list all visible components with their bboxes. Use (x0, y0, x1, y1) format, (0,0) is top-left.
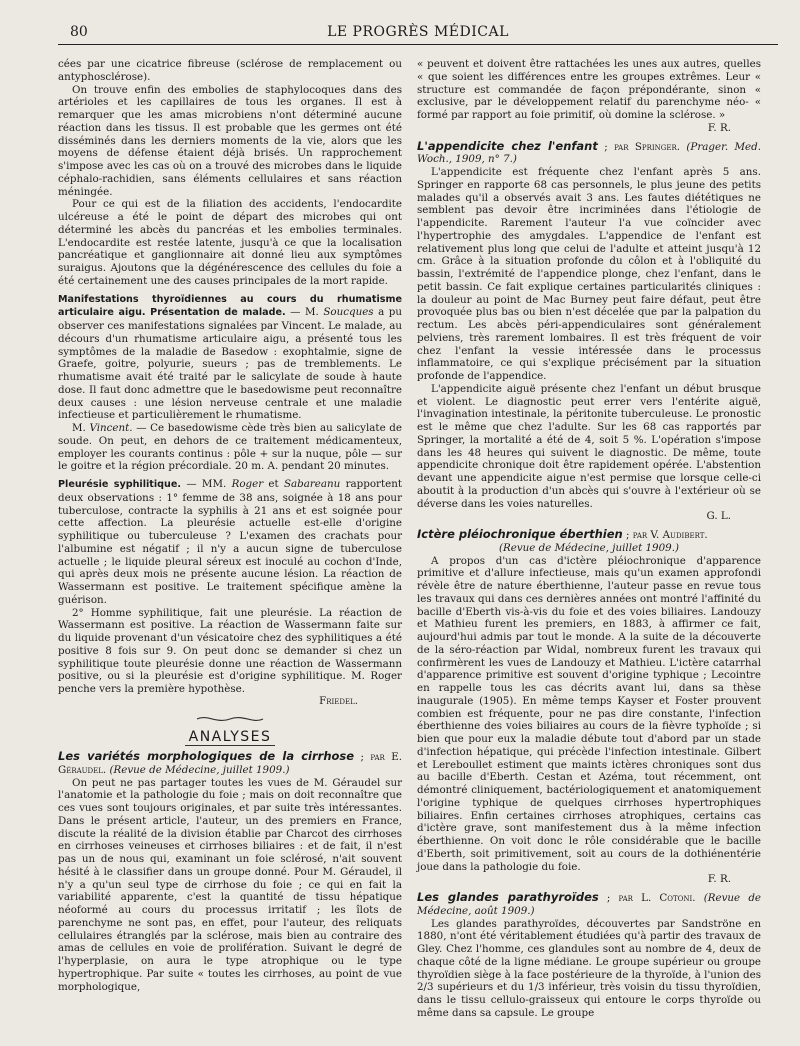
article-author: ; par E. Géraudel. (58, 751, 402, 776)
paragraph: cées par une cicatrice fibreuse (sclérose de remplacement ou antyphosclérose). (58, 58, 402, 83)
quote-continuation: « peuvent et doivent être rattachées les unes aux autres, quelles « que soient les différences entre les groupes extrêmes. Leur « structure est commandée de façon prépondérante, sinon « exclusive, par le développement relatif du parenchyme néo- « formé par rapport au foie primitif, où domine la sclérose. » (417, 58, 761, 121)
section-title: Pleurésie syphilitique. (58, 479, 182, 490)
article-appendicitis-header (417, 140, 761, 167)
section-text: a pu observer ces manifestations signalées par Vincent. Le malade, au décours d'un rhumatisme articulaire aigu, a présenté tous les symptômes de la maladie de Basedow : exophtalmie, signe de Graefe, goitre, polyurie, sueurs ; pas de tremblements. Le rhumatisme avait été traité par le salicylate de soude à haute dose. Il faut donc admettre que le basedowisme peut reconnaître deux causes : une lésion nerveuse centrale et une maladie infectieuse et particulièrement le rhumatisme. (58, 306, 403, 422)
article-title: Ictère pléiochronique éberthien (417, 527, 623, 541)
article-text: A propos d'un cas d'ictère pléiochronique d'apparence primitive et d'allure infectieuse, mais qu'un examen approfondi révèle être de nature éberthienne, l'auteur passe en revue tous les travaux qui dans ces dernières années ont montré l'affinité du bacille d'Eberth vis-à-vis du foie et des voies biliaires. Landouzy et Mathieu furent les premiers, en 1883, à affirmer ce fait, aujourd'hui admis par tout le monde. A la suite de la découverte de la séro-réaction par Widal, nombreux furent les travaux qui confirmèrent les vues de Landouzy et Mathieu. L'ictère catarrhal d'apparence primitive est souvent d'origine typhique ; Lecointre en rappelle tous les cas décrits avant lui, dans sa thèse inaugurale (1905). En même temps Kayser et Foster prouvent combien est fréquente, pour ne pas dire constante, l'infection éberthienne des voies biliaires au cours de la fièvre typhoïde ; si bien que pour eux la maladie débute tout d'abord par un stade d'infection hépatique, qui précède l'infection intestinale. Gilbert et Lereboullet estiment que maints ictères chroniques sont dus au bacille d'Eberth. Cestan et Azéma, tout récemment, ont démontré cliniquement, bactériologiquement et anatomiquement l'origine typhique de quelques cirrhoses hypertrophiques biliaires. Enfin certaines cirrhoses atrophiques, certains cas d'ictère grave, sont manifestement dus à la même infection éberthienne. On voit donc le rôle considérable que le bacille d'Eberth, soit primitivement, soit au cours de la dothiénentérie joue dans la pathologie du foie. (417, 554, 761, 873)
ornament-divider-icon (58, 714, 402, 728)
running-title: LE PROGRÈS MÉDICAL (327, 24, 509, 40)
lead: M. (72, 422, 86, 434)
paragraph: Pour ce qui est de la filiation des accidents, l'endocardite ulcéreuse a été le point de départ des microbes qui ont déterminé les abcès du pancréas et les embolies terminales. L'endocardite est restée latente, jusqu'à ce que la localisation pancréatique et ganglionnaire ait donné lieu aux symptômes suraigus. Ajoutons que la dégénérescence des cellules du foie a été certainement une des causes principales de la mort rapide. (58, 198, 402, 287)
paragraph: On trouve enfin des embolies de staphylocoques dans des artérioles et les capillaires de tous les organes. Il est à remarquer que les amas microbiens n'ont déterminé aucune réaction dans les tissus. Il est probable que les germes ont été disséminés dans les derniers moments de la vie, alors que les moyens de défense étaient déjà brisés. Un rapprochement s'impose avec les cas où on a trouvé des microbes dans le liquide céphalo-rachidien, sans éléments cellulaires et sans réaction méningée. (58, 83, 402, 198)
article-text: Les glandes parathyroïdes, découvertes par Sandströne en 1880, n'ont été véritablement étudiées qu'à partir des travaux de Gley. Chez l'homme, ces glandules sont au nombre de 4, deux de chaque côté de la ligne médiane. Le groupe supérieur ou groupe thyroïdien siège à la face postérieure de la thyroïde, à l'union des 2/3 supérieurs et du 1/3 inférieur, très voisin du tissu thyroïdien, dans le tissu cellulo-graisseux qui entoure le corps thyroïde ou même dans sa capsule. Le groupe (417, 917, 761, 1019)
author-name: Roger (231, 478, 264, 490)
section-pleurisy (58, 478, 402, 607)
paragraph: 2° Homme syphilitique, fait une pleurésie. La réaction de Wassermann est positive. La réaction de Wassermann faite sur du liquide provenant d'un vésicatoire chez des syphilitiques a été positive 8 fois sur 9. On peut donc se demander si chez un syphilitique toute pleurésie donne une réaction de Wassermann positive, ou si la pleurésie est d'origine syphilitique. M. Roger penche vers la première hypothèse. (58, 606, 402, 695)
article-title: Les glandes parathyroïdes (417, 890, 599, 904)
author-name: Vincent. (89, 422, 133, 434)
article-parathyroid-header (417, 891, 761, 918)
author-name: Sabareanu (283, 478, 341, 490)
article-cirrhosis-header (58, 750, 402, 777)
section-thyroid (58, 293, 402, 423)
article-title: Les variétés morphologiques de la cirrhose (58, 749, 355, 763)
article-source: (Revue de Médecine, juillet 1909.) (499, 541, 679, 554)
article-source: (Revue de Médecine, juillet 1909.) (109, 763, 290, 776)
conjunction: et (268, 478, 279, 490)
article-title: L'appendicite chez l'enfant (417, 138, 598, 153)
section-text: — Ce basedowisme cède très bien au salicylate de soude. On peut, en dehors de ce traitement médicamenteux, employer les courants continus : pôle + sur la nuque, pôle — sur le goitre et la région précordiale. 20 m. A. pendant 20 minutes. (58, 422, 402, 473)
article-author: ; par V. Audibert. (626, 529, 708, 541)
article-icterus-header (417, 528, 761, 542)
section-text: rapportent deux observations : 1° femme de 38 ans, soignée à 18 ans pour tuberculose, contracte la syphilis à 21 ans et est soignée pour cette affection. La pleurésie actuelle est-elle d'origine syphilitique ou tuberculeuse ? L'examen des crachats pour l'albumine est négatif ; il n'y a aucun signe de tuberculose actuelle ; le liquide pleural séreux est inoculé au cochon d'Inde, qui après deux mois ne présente aucune lésion. La réaction de Wassermann est positive. Le traitement spécifique amène la guérison. (58, 478, 402, 606)
article-text: On peut ne pas partager toutes les vues de M. Géraudel sur l'anatomie et la pathologie du foie ; mais on doit reconnaître que ces vues sont toujours originales, et par suite très intéressantes. Dans le présent article, l'auteur, un des premiers en France, discute la réalité de la division établie par Charcot des cirrhoses en cirrhoses veineuses et cirrhoses biliaires : et de fait, il n'est pas un de nous qui, examinant un foie sclérosé, n'ait souvent hésité à le classifier dans un groupe donné. Pour M. Géraudel, il n'y a qu'un seul type de cirrhose du foie ; ce qui en fait la variabilité apparente, c'est la quantité de tissu hépatique néoformé au cours du processus irritatif ; les îlots de parenchyme ne sont pas, en effet, pour l'auteur, des reliquats cellulaires étranglés par la sclérose, mais bien au contraire des amas de cellules en voie de prolifération. Suivant le degré de l'hyperplasie, on aura le type atrophique ou le type hypertrophique. Par suite « toutes les cirrhoses, au point de vue morphologique, (58, 776, 402, 993)
article-author: ; par Springer. (604, 140, 681, 153)
signature: G. L. (706, 510, 731, 523)
page-number: 80 (70, 24, 88, 40)
signature: F. R. (707, 121, 731, 134)
left-column (58, 58, 402, 993)
signature: F. R. (707, 873, 731, 886)
article-source: (Revue de Médecine, août 1909.) (417, 892, 762, 917)
dash: — M. (290, 306, 319, 319)
section-heading-analyses: ANALYSES (58, 731, 402, 744)
author-name: Soucques (323, 306, 374, 319)
article-text: L'appendicite est fréquente chez l'enfant après 5 ans. Springer en rapporte 68 cas personnels, le plus jeune des petits malades qu'il a observés avait 3 ans. Les fautes diététiques ne semblent pas devoir être incriminées dans l'étiologie de l'appendicite. Rarement l'auteur l'a vue coïncider avec l'hypertrophie des amygdales. L'appendice de l'enfant est relativement plus long que celui de l'adulte et atteint jusqu'à 12 cm. Grâce à la situation profonde du côlon et à l'obliquité du bassin, l'extrémité de l'appendice plonge, chez l'enfant, dans le petit bassin. Ce fait explique certaines particularités cliniques : la douleur au point de Mac Burney peut faire défaut, peut être provoquée plus bas ou bien n'est décelée que par la palpation du rectum. Les abcès péri-appendiculaires sont généralement pelviens, très rarement lombaires. Il est très fréquent de voir chez l'enfant la vessie intéressée dans le processus inflammatoire, ce qui s'explique précisément par la situation profonde de l'appendice. (417, 166, 761, 382)
section-reply (58, 422, 402, 473)
article-source: (Prager. Med. Woch., 1909, n° 7.) (417, 140, 762, 166)
right-column (417, 58, 761, 1020)
page-header (58, 24, 778, 45)
article-author: ; par L. Cotoni. (606, 892, 696, 904)
dash: — MM. (186, 478, 227, 490)
section-title: Manifestations thyroïdiennes au cours du rhumatisme articulaire aigu. Présentation de malade. (58, 293, 402, 319)
article-text: L'appendicite aiguë présente chez l'enfant un début brusque et violent. Le diagnostic peut errer vers l'entérite aiguë, l'invagination intestinale, la péritonite tuberculeuse. Le pronostic est le même que chez l'adulte. Sur les 68 cas rapportés par Springer, la mortalité a été de 4, soit 5 %. L'opération s'impose dans les 48 heures qui suivent le diagnostic. De même, toute appendicite chronique doit être rapidement opérée. L'abstention devant une appendicite aigue n'est permise que lorsque celle-ci aboutit à la production d'un abcès qui s'ouvre à l'extérieur où se déverse dans les voies naturelles. (417, 382, 761, 510)
signature: Friedel. (319, 694, 358, 707)
